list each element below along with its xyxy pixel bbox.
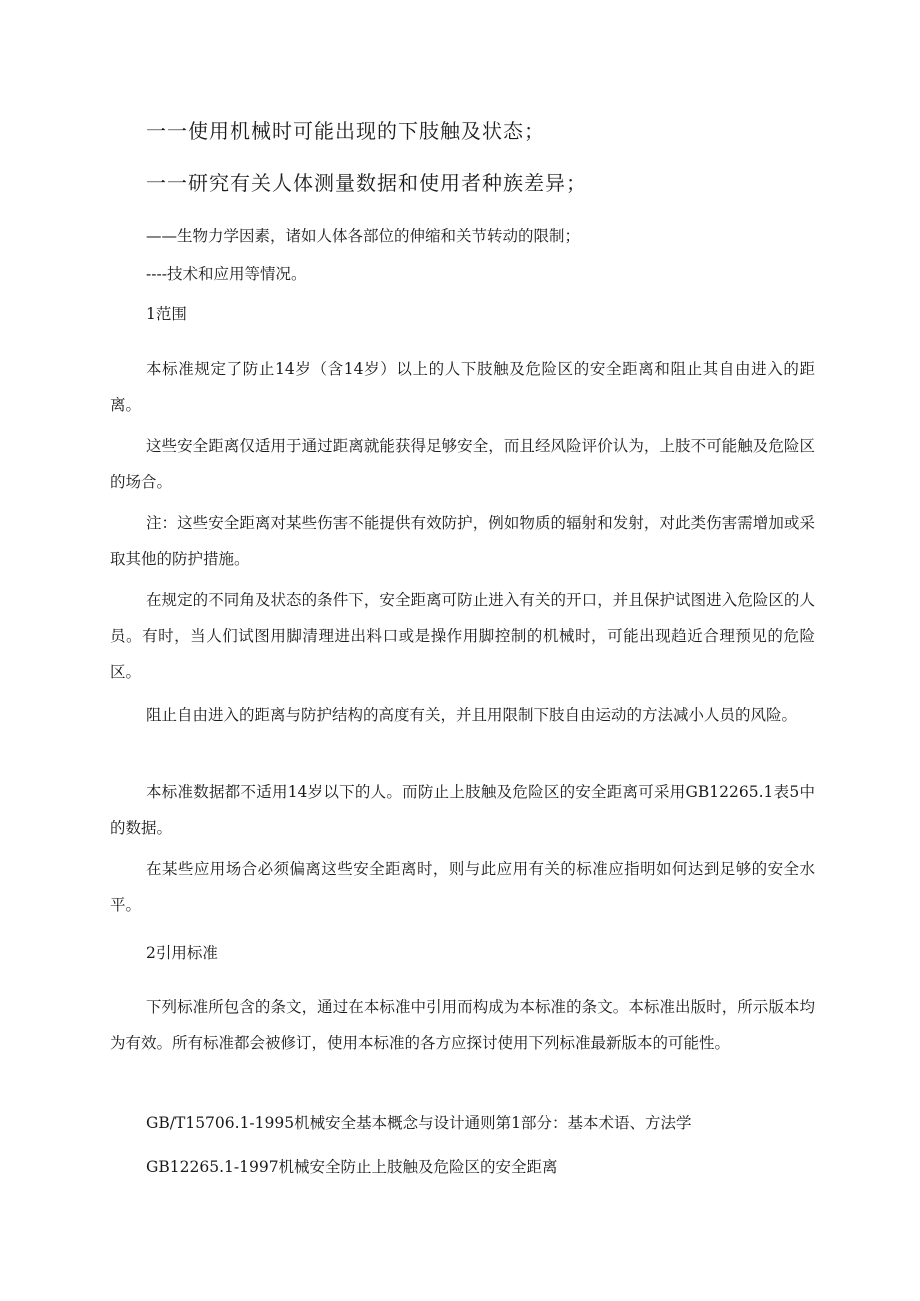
section-2-paragraph-normative: 下列标准所包含的条文，通过在本标准中引用而构成为本标准的条文。本标准出版时，所示版本均为有效。所有标准都会被修订，使用本标准的各方应探讨使用下列标准最新版本的可能性。 — [110, 998, 815, 1052]
section-1-paragraph-conditions: 在规定的不同角及状态的条件下，安全距离可防止进入有关的开口，并且保护试图进入危险区的人员。有时，当人们试图用脚清理进出料口或是操作用脚控制的机械时，可能出现趋近合理预见的危险区。 — [110, 591, 815, 681]
section-1-paragraph-deviation: 在某些应用场合必须偏离这些安全距离时，则与此应用有关的标准应指明如何达到足够的安全水平。 — [110, 860, 815, 914]
bullet-anthropometric-data: 一一研究有关人体测量数据和使用者种族差异； — [146, 171, 587, 195]
bullet-technical-application: ----技术和应用等情况。 — [146, 265, 307, 283]
bullet-lower-limb-reach: 一一使用机械时可能出现的下肢触及状态； — [146, 119, 545, 143]
section-1-paragraph-applicability: 这些安全距离仅适用于通过距离就能获得足够安全，而且经风险评价认为，上肢不可能触及危险区的场合。 — [110, 437, 815, 491]
section-1-paragraph-scope: 本标准规定了防止14岁（含14岁）以上的人下肢触及危险区的安全距离和阻止其自由进入的距离。 — [110, 360, 815, 414]
section-1-paragraph-free-access: 阻止自由进入的距离与防护结构的高度有关，并且用限制下肢自由运动的方法减小人员的风险。 — [146, 706, 798, 724]
section-1-paragraph-age-limit: 本标准数据都不适用14岁以下的人。而防止上肢触及危险区的安全距离可采用GB12265.1表5中的数据。 — [110, 783, 815, 837]
reference-gb-t15706: GB/T15706.1-1995机械安全基本概念与设计通则第1部分：基本术语、方法学 — [146, 1114, 692, 1132]
bullet-biomechanical-factors: ——生物力学因素，诸如人体各部位的伸缩和关节转动的限制； — [146, 227, 581, 245]
section-2-heading: 2引用标准 — [146, 944, 218, 962]
section-1-note: 注：这些安全距离对某些伤害不能提供有效防护，例如物质的辐射和发射，对此类伤害需增加或采取其他的防护措施。 — [110, 514, 815, 568]
section-1-heading: 1范围 — [146, 305, 187, 323]
reference-gb12265: GB12265.1-1997机械安全防止上肢触及危险区的安全距离 — [146, 1158, 558, 1176]
